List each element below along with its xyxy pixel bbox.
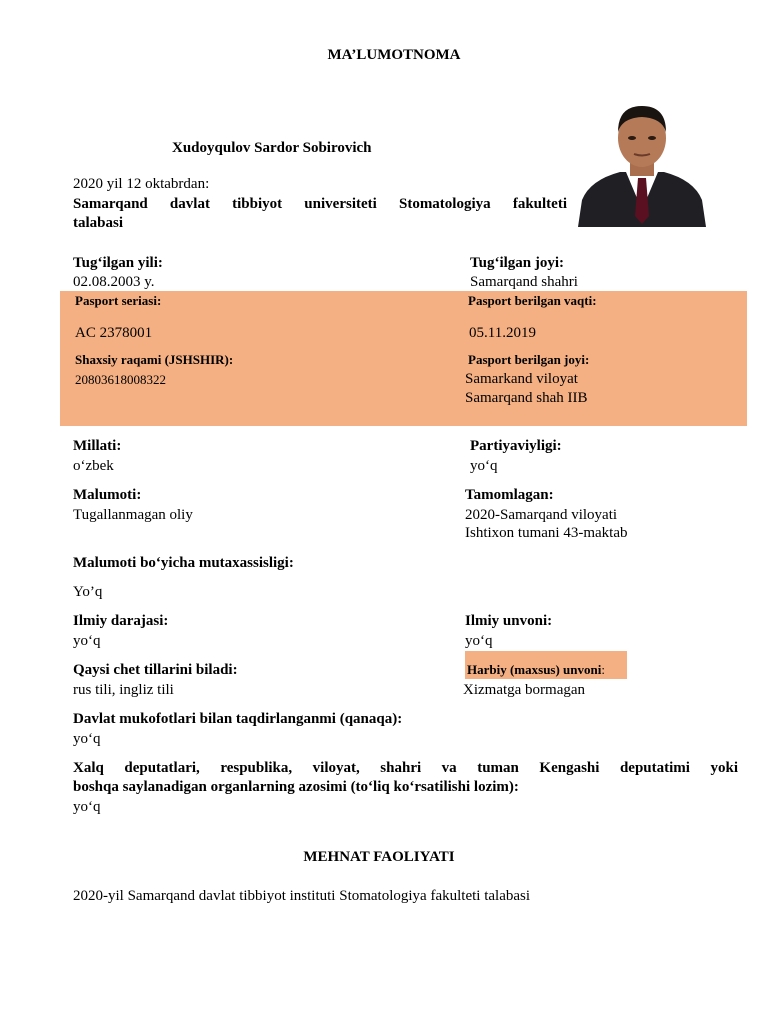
awards-value: yo‘q xyxy=(73,731,101,747)
academic-title-label: Ilmiy unvoni: xyxy=(465,613,553,629)
passport-date-value: 05.11.2019 xyxy=(469,325,536,341)
education-label: Malumoti: xyxy=(73,487,142,503)
birth-year-label: Tug‘ilgan yili: xyxy=(73,255,163,271)
military-label-text: Harbiy (maxsus) unvoni xyxy=(467,662,602,677)
page-title: MA’LUMOTNOMA xyxy=(327,47,461,63)
portrait-photo xyxy=(572,92,712,227)
passport-place-line-1: Samarkand viloyat xyxy=(465,371,578,387)
work-line: 2020-yil Samarqand davlat tibbiyot instituti Stomatologiya fakulteti talabasi xyxy=(73,888,531,904)
military-label-colon: : xyxy=(601,662,605,677)
specialty-value: Yo’q xyxy=(73,584,103,600)
deputy-label-line-2: boshqa saylanadigan organlarning azosimi (to‘liq ko‘rsatilishi lozim): xyxy=(73,779,519,795)
nationality-label: Millati: xyxy=(73,438,122,454)
graduated-label: Tamomlagan: xyxy=(465,487,554,503)
languages-value: rus tili, ingliz tili xyxy=(73,682,174,698)
military-value: Xizmatga bormagan xyxy=(463,682,586,698)
deputy-label-line-1: Xalq deputatlari, respublika, viloyat, shahri va tuman Kengashi deputatimi yoki xyxy=(73,760,738,776)
graduated-line-1: 2020-Samarqand viloyati xyxy=(465,507,618,523)
birth-year-value: 02.08.2003 y. xyxy=(73,274,155,290)
passport-series-label: Pasport seriasi: xyxy=(75,293,162,308)
awards-label: Davlat mukofotlari bilan taqdirlanganmi (qanaqa): xyxy=(73,711,403,727)
portrait-photo-icon xyxy=(572,92,712,227)
specialty-label: Malumoti bo‘yicha mutaxassisligi: xyxy=(73,555,294,571)
graduated-line-2: Ishtixon tumani 43-maktab xyxy=(465,525,628,541)
passport-place-label: Pasport berilgan joyi: xyxy=(468,352,590,367)
birth-place-label: Tug‘ilgan joyi: xyxy=(470,255,565,271)
passport-date-label: Pasport berilgan vaqti: xyxy=(468,293,597,308)
languages-label: Qaysi chet tillarini biladi: xyxy=(73,662,238,678)
personal-number-label: Shaxsiy raqami (JSHSHIR): xyxy=(75,352,234,367)
position-line-1: Samarqand davlat tibbiyot universiteti Stomatologiya fakulteti xyxy=(73,196,567,212)
nationality-value: o‘zbek xyxy=(73,458,114,474)
degree-value: yo‘q xyxy=(73,633,101,649)
military-label xyxy=(467,662,605,678)
personal-number-value: 20803618008322 xyxy=(75,372,166,387)
since-date: 2020 yil 12 oktabrdan: xyxy=(73,176,210,192)
person-name: Xudoyqulov Sardor Sobirovich xyxy=(172,140,372,156)
degree-label: Ilmiy darajasi: xyxy=(73,613,169,629)
party-label: Partiyaviyligi: xyxy=(470,438,562,454)
party-value: yo‘q xyxy=(470,458,498,474)
education-value: Tugallanmagan oliy xyxy=(73,507,193,523)
passport-series-value: AC 2378001 xyxy=(75,325,153,341)
work-title: MEHNAT FAOLIYATI xyxy=(303,849,455,865)
position-line-2: talabasi xyxy=(73,215,124,231)
birth-place-value: Samarqand shahri xyxy=(470,274,578,290)
passport-place-line-2: Samarqand shah IIB xyxy=(465,390,588,406)
academic-title-value: yo‘q xyxy=(465,633,493,649)
deputy-value: yo‘q xyxy=(73,799,101,815)
